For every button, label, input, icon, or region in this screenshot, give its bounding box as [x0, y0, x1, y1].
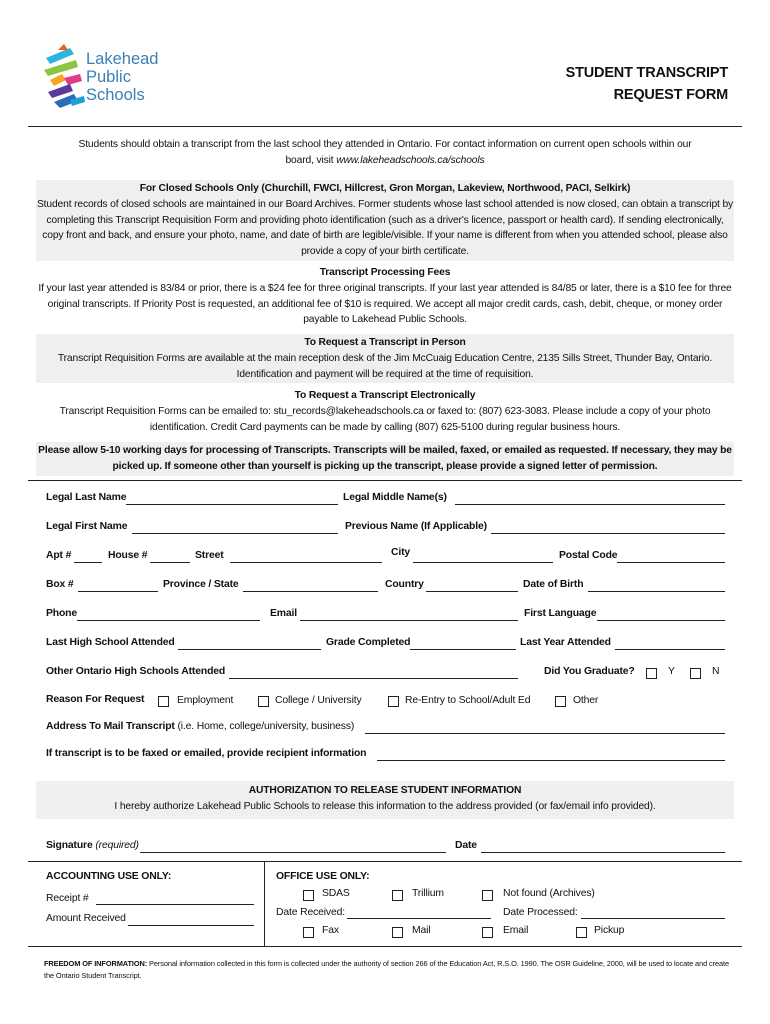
closed-schools-heading: For Closed Schools Only (Churchill, FWCI, Hillcrest, Gron Morgan, Lakeview, Northwood, PACI, Selkirk) — [139, 183, 631, 194]
form-top-divider — [28, 480, 742, 481]
fax-email-field[interactable] — [377, 760, 725, 761]
city-field[interactable] — [413, 562, 553, 563]
reason-college-label: College / University — [275, 695, 362, 706]
office-heading: OFFICE USE ONLY: — [276, 871, 370, 882]
sdas-checkbox[interactable] — [303, 890, 314, 901]
address-hint: (i.e. Home, college/university, business) — [177, 721, 355, 732]
reason-employment-checkbox[interactable] — [158, 696, 169, 707]
schools-link[interactable]: www.lakeheadschools.ca/schools — [336, 154, 485, 166]
not-found-label: Not found (Archives) — [503, 888, 595, 899]
province-label: Province / State — [163, 579, 239, 590]
last-high-school-field[interactable] — [178, 649, 321, 650]
closed-schools-body: Student records of closed schools are maintained in our Board Archives. Former students whose last school attended is now closed, can obtain a transcript by completing this Transcript Requisition Form and providing photo identification (such as a driver's licence, passport or health card). If sending electronically, copy front and back, and ensure your photo, name, and date of birth are legible/visible. If your name is different from when you attended school, please also provide a copy of your birth certificate. — [36, 198, 734, 258]
date-of-birth-field[interactable] — [588, 591, 725, 592]
graduate-yes-checkbox[interactable] — [646, 668, 657, 679]
last-high-school-label: Last High School Attended — [46, 637, 175, 648]
accounting-heading: ACCOUNTING USE ONLY: — [46, 871, 172, 882]
receipt-field[interactable] — [96, 904, 254, 905]
house-label: House # — [108, 550, 148, 561]
reason-label: Reason For Request — [46, 694, 145, 705]
street-label: Street — [195, 550, 224, 561]
box-field[interactable] — [78, 591, 158, 592]
fax-email-label: If transcript is to be faxed or emailed, provide recipient information — [46, 748, 367, 759]
apt-label: Apt # — [46, 550, 72, 561]
freedom-of-information-note — [44, 958, 734, 982]
reason-reentry-label: Re-Entry to School/Adult Ed — [405, 695, 531, 706]
signature-date-label: Date — [455, 840, 477, 851]
mail-label: Mail — [412, 925, 431, 936]
graduate-yes-label: Y — [668, 666, 675, 677]
bottom-divider — [28, 946, 742, 947]
first-language-label: First Language — [524, 608, 597, 619]
authorization-body: I hereby authorize Lakehead Public Schools to release this information to the address provided (or fax/email info provided). — [114, 800, 656, 812]
intro-text: Students should obtain a transcript from the last school they attended in Ontario. For contact information on current open schools within our board, visit www.lakeheadschools.ca/schools — [78, 139, 692, 166]
authorization-heading: AUTHORIZATION TO RELEASE STUDENT INFORMATION — [248, 785, 522, 796]
fax-label: Fax — [322, 925, 339, 936]
trillium-label: Trillium — [412, 888, 444, 899]
house-field[interactable] — [150, 562, 190, 563]
first-language-field[interactable] — [597, 620, 725, 621]
form-title-line2: REQUEST FORM — [613, 87, 728, 103]
email-label: Email — [270, 608, 297, 619]
amount-label: Amount Received — [46, 913, 126, 924]
logo-text-line1: Lakehead — [86, 50, 159, 68]
email-checkbox[interactable] — [482, 927, 493, 938]
receipt-label: Receipt # — [46, 893, 89, 904]
office-column-divider — [264, 862, 265, 946]
fees-heading: Transcript Processing Fees — [319, 267, 451, 278]
fees-body: If your last year attended is 83/84 or prior, there is a $24 fee for three original transcripts. If your last year attended is 84/85 or later, there is a $10 fee for three original transcripts. If Priority Post is requested, an additional fee of $10 is required. We accept all major credit cards, cash, debit, cheque, or money order payable to Lakehead Public Schools. — [38, 282, 732, 326]
date-processed-field[interactable] — [581, 918, 725, 919]
address-label-text: Address To Mail Transcript — [46, 721, 175, 732]
email-option-label: Email — [503, 925, 529, 936]
other-schools-field[interactable] — [229, 678, 518, 679]
legal-last-name-field[interactable] — [126, 504, 338, 505]
office-divider — [28, 861, 742, 862]
box-label: Box # — [46, 579, 74, 590]
phone-field[interactable] — [77, 620, 260, 621]
legal-middle-name-field[interactable] — [455, 504, 725, 505]
phone-label: Phone — [46, 608, 78, 619]
legal-last-name-label: Legal Last Name — [46, 492, 127, 503]
logo-mark-icon — [40, 40, 88, 116]
mail-checkbox[interactable] — [392, 927, 403, 938]
date-processed-label: Date Processed: — [503, 907, 578, 918]
previous-name-label: Previous Name (If Applicable) — [345, 521, 487, 532]
grade-completed-label: Grade Completed — [326, 637, 411, 648]
closed-schools-section — [36, 180, 734, 261]
trillium-checkbox[interactable] — [392, 890, 403, 901]
not-found-checkbox[interactable] — [482, 890, 493, 901]
processing-notice: Please allow 5-10 working days for processing of Transcripts. Transcripts will be mailed, faxed, or emailed as requested. If necessary, they may be picked up. If someone other than yourself is picking up the transcript, please provide a signed letter of permission. — [36, 442, 734, 476]
electronic-body: Transcript Requisition Forms can be emailed to: stu_records@lakeheadschools.ca or faxed to: (807) 623-3083. Please include a copy of your photo identification. Credit Card payments can be made by calling (807) 625-5100 during regular business hours. — [59, 405, 711, 433]
foi-text: Personal information collected in this form is collected under the authority of section 266 of the Education Act, R.S.O. 1990. The OSR Guideline, 2000, will be used to locate and create the Ontario Student Transcript. — [44, 959, 729, 980]
reason-other-checkbox[interactable] — [555, 696, 566, 707]
city-label: City — [391, 547, 411, 558]
legal-middle-name-label: Legal Middle Name(s) — [343, 492, 447, 503]
legal-first-name-field[interactable] — [132, 533, 338, 534]
country-field[interactable] — [426, 591, 518, 592]
sdas-label: SDAS — [322, 888, 350, 899]
other-schools-label: Other Ontario High Schools Attended — [46, 666, 226, 677]
country-label: Country — [385, 579, 424, 590]
signature-hint: (required) — [95, 840, 139, 851]
postal-code-field[interactable] — [617, 562, 725, 563]
signature-field[interactable] — [140, 852, 446, 853]
date-received-field[interactable] — [347, 918, 491, 919]
fees-section — [36, 265, 734, 328]
address-field[interactable] — [365, 733, 725, 734]
reason-reentry-checkbox[interactable] — [388, 696, 399, 707]
province-field[interactable] — [243, 591, 378, 592]
graduate-no-checkbox[interactable] — [690, 668, 701, 679]
grade-completed-field[interactable] — [410, 649, 516, 650]
form-title-line1: STUDENT TRANSCRIPT — [565, 65, 728, 81]
pickup-label: Pickup — [594, 925, 625, 936]
previous-name-field[interactable] — [491, 533, 725, 534]
reason-college-checkbox[interactable] — [258, 696, 269, 707]
in-person-section — [36, 334, 734, 383]
apt-field[interactable] — [74, 562, 102, 563]
signature-label — [46, 840, 139, 851]
last-year-field[interactable] — [615, 649, 725, 650]
in-person-body: Transcript Requisition Forms are available at the main reception desk of the Jim McCuaig Education Centre, 2135 Sills Street, Thunder Bay, Ontario. Identification and payment will be required at the time of requisition. — [57, 352, 713, 380]
legal-first-name-label: Legal First Name — [46, 521, 128, 532]
reason-other-label: Other — [573, 695, 599, 706]
address-label — [46, 721, 354, 732]
postal-code-label: Postal Code — [559, 550, 618, 561]
date-of-birth-label: Date of Birth — [523, 579, 584, 590]
amount-field[interactable] — [128, 925, 254, 926]
logo-text-line2: Public — [86, 68, 131, 86]
did-graduate-label: Did You Graduate? — [544, 666, 635, 677]
date-received-label: Date Received: — [276, 907, 345, 918]
street-field[interactable] — [230, 562, 382, 563]
authorization-section — [36, 781, 734, 819]
top-divider — [28, 126, 742, 127]
pickup-checkbox[interactable] — [576, 927, 587, 938]
email-field[interactable] — [300, 620, 518, 621]
last-year-label: Last Year Attended — [520, 637, 611, 648]
foi-label: FREEDOM OF INFORMATION: — [44, 959, 148, 968]
form-title — [566, 62, 728, 106]
in-person-heading: To Request a Transcript in Person — [304, 337, 466, 348]
signature-date-field[interactable] — [481, 852, 725, 853]
signature-label-text: Signature — [46, 840, 93, 851]
electronic-section — [36, 388, 734, 435]
reason-employment-label: Employment — [177, 695, 234, 706]
fax-checkbox[interactable] — [303, 927, 314, 938]
logo-text-line3: Schools — [86, 86, 145, 104]
graduate-no-label: N — [712, 666, 720, 677]
electronic-heading: To Request a Transcript Electronically — [294, 390, 476, 401]
